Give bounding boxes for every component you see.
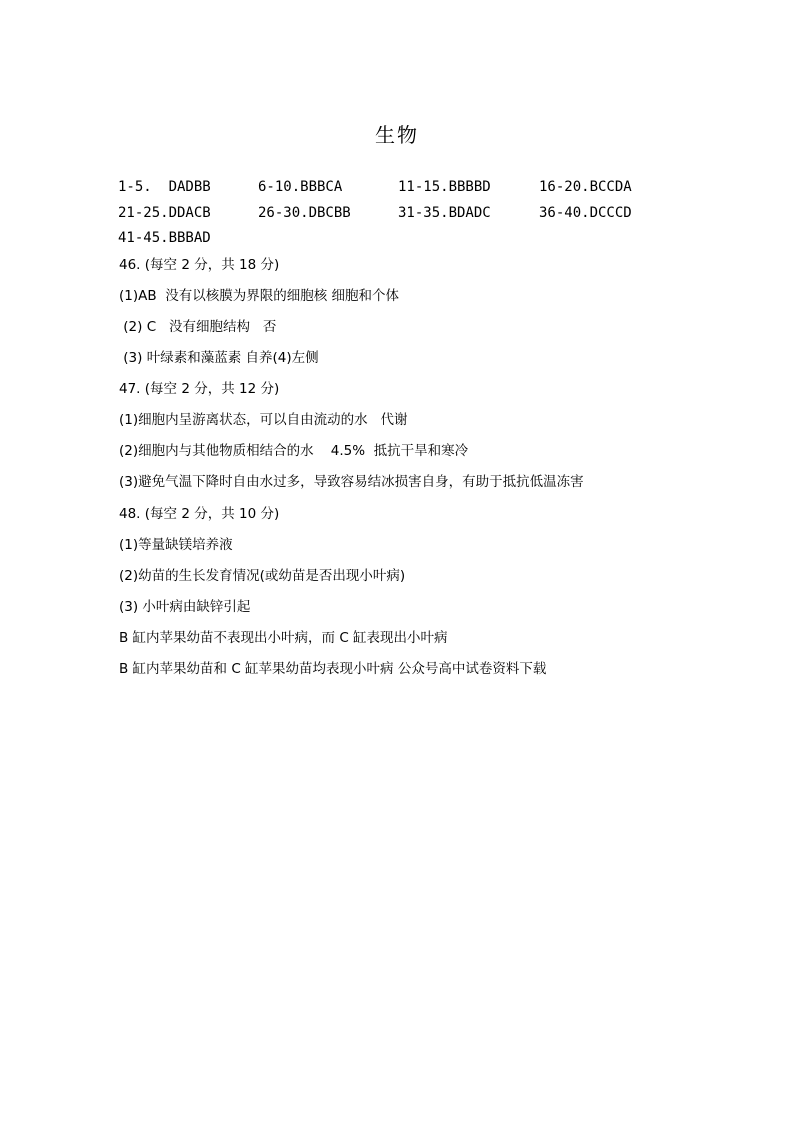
answer-group: 36-40.DCCCD xyxy=(539,204,632,221)
answer-line: (3)避免气温下降时自由水过多，导致容易结冰损害自身，有助于抵抗低温冻害 xyxy=(119,474,584,490)
section-heading-47: 47. (每空 2 分，共 12 分) xyxy=(119,381,280,397)
answer-row xyxy=(118,176,678,202)
answer-line: B 缸内苹果幼苗不表现出小叶病，而 C 缸表现出小叶病 xyxy=(119,630,448,646)
answer-group: 21-25.DDACB xyxy=(118,204,211,221)
answer-line: (1)AB 没有以核膜为界限的细胞核 细胞和个体 xyxy=(119,288,399,304)
answer-line: B 缸内苹果幼苗和 C 缸苹果幼苗均表现小叶病 公众号高中试卷资料下载 xyxy=(119,661,547,677)
section-heading-46: 46. (每空 2 分，共 18 分) xyxy=(119,257,280,273)
answer-group: 6-10.BBBCA xyxy=(258,179,343,195)
answer-row xyxy=(118,202,678,228)
answer-line: (2) C 没有细胞结构 否 xyxy=(119,319,277,335)
answer-line: (3) 小叶病由缺锌引起 xyxy=(119,599,251,615)
answer-group: 1-5. DADBB xyxy=(118,179,211,195)
multiple-choice-answers xyxy=(118,176,678,253)
page-title: 生物 xyxy=(375,123,419,147)
answer-line: (1)等量缺镁培养液 xyxy=(119,537,233,553)
answer-group: 31-35.BDADC xyxy=(398,204,491,221)
answer-row xyxy=(118,227,678,253)
answer-group: 26-30.DBCBB xyxy=(258,204,351,221)
answer-line: (1)细胞内呈游离状态，可以自由流动的水 代谢 xyxy=(119,412,408,428)
answer-line: (3) 叶绿素和藻蓝素 自养(4)左侧 xyxy=(119,350,319,366)
answer-group: 11-15.BBBBD xyxy=(398,179,491,195)
answer-line: (2)细胞内与其他物质相结合的水 4.5% 抵抗干旱和寒冷 xyxy=(119,443,469,459)
section-heading-48: 48. (每空 2 分，共 10 分) xyxy=(119,506,280,522)
answer-group: 16-20.BCCDA xyxy=(539,179,632,195)
answer-line: (2)幼苗的生长发育情况(或幼苗是否出现小叶病) xyxy=(119,568,406,584)
answer-group: 41-45.BBBAD xyxy=(118,230,211,246)
